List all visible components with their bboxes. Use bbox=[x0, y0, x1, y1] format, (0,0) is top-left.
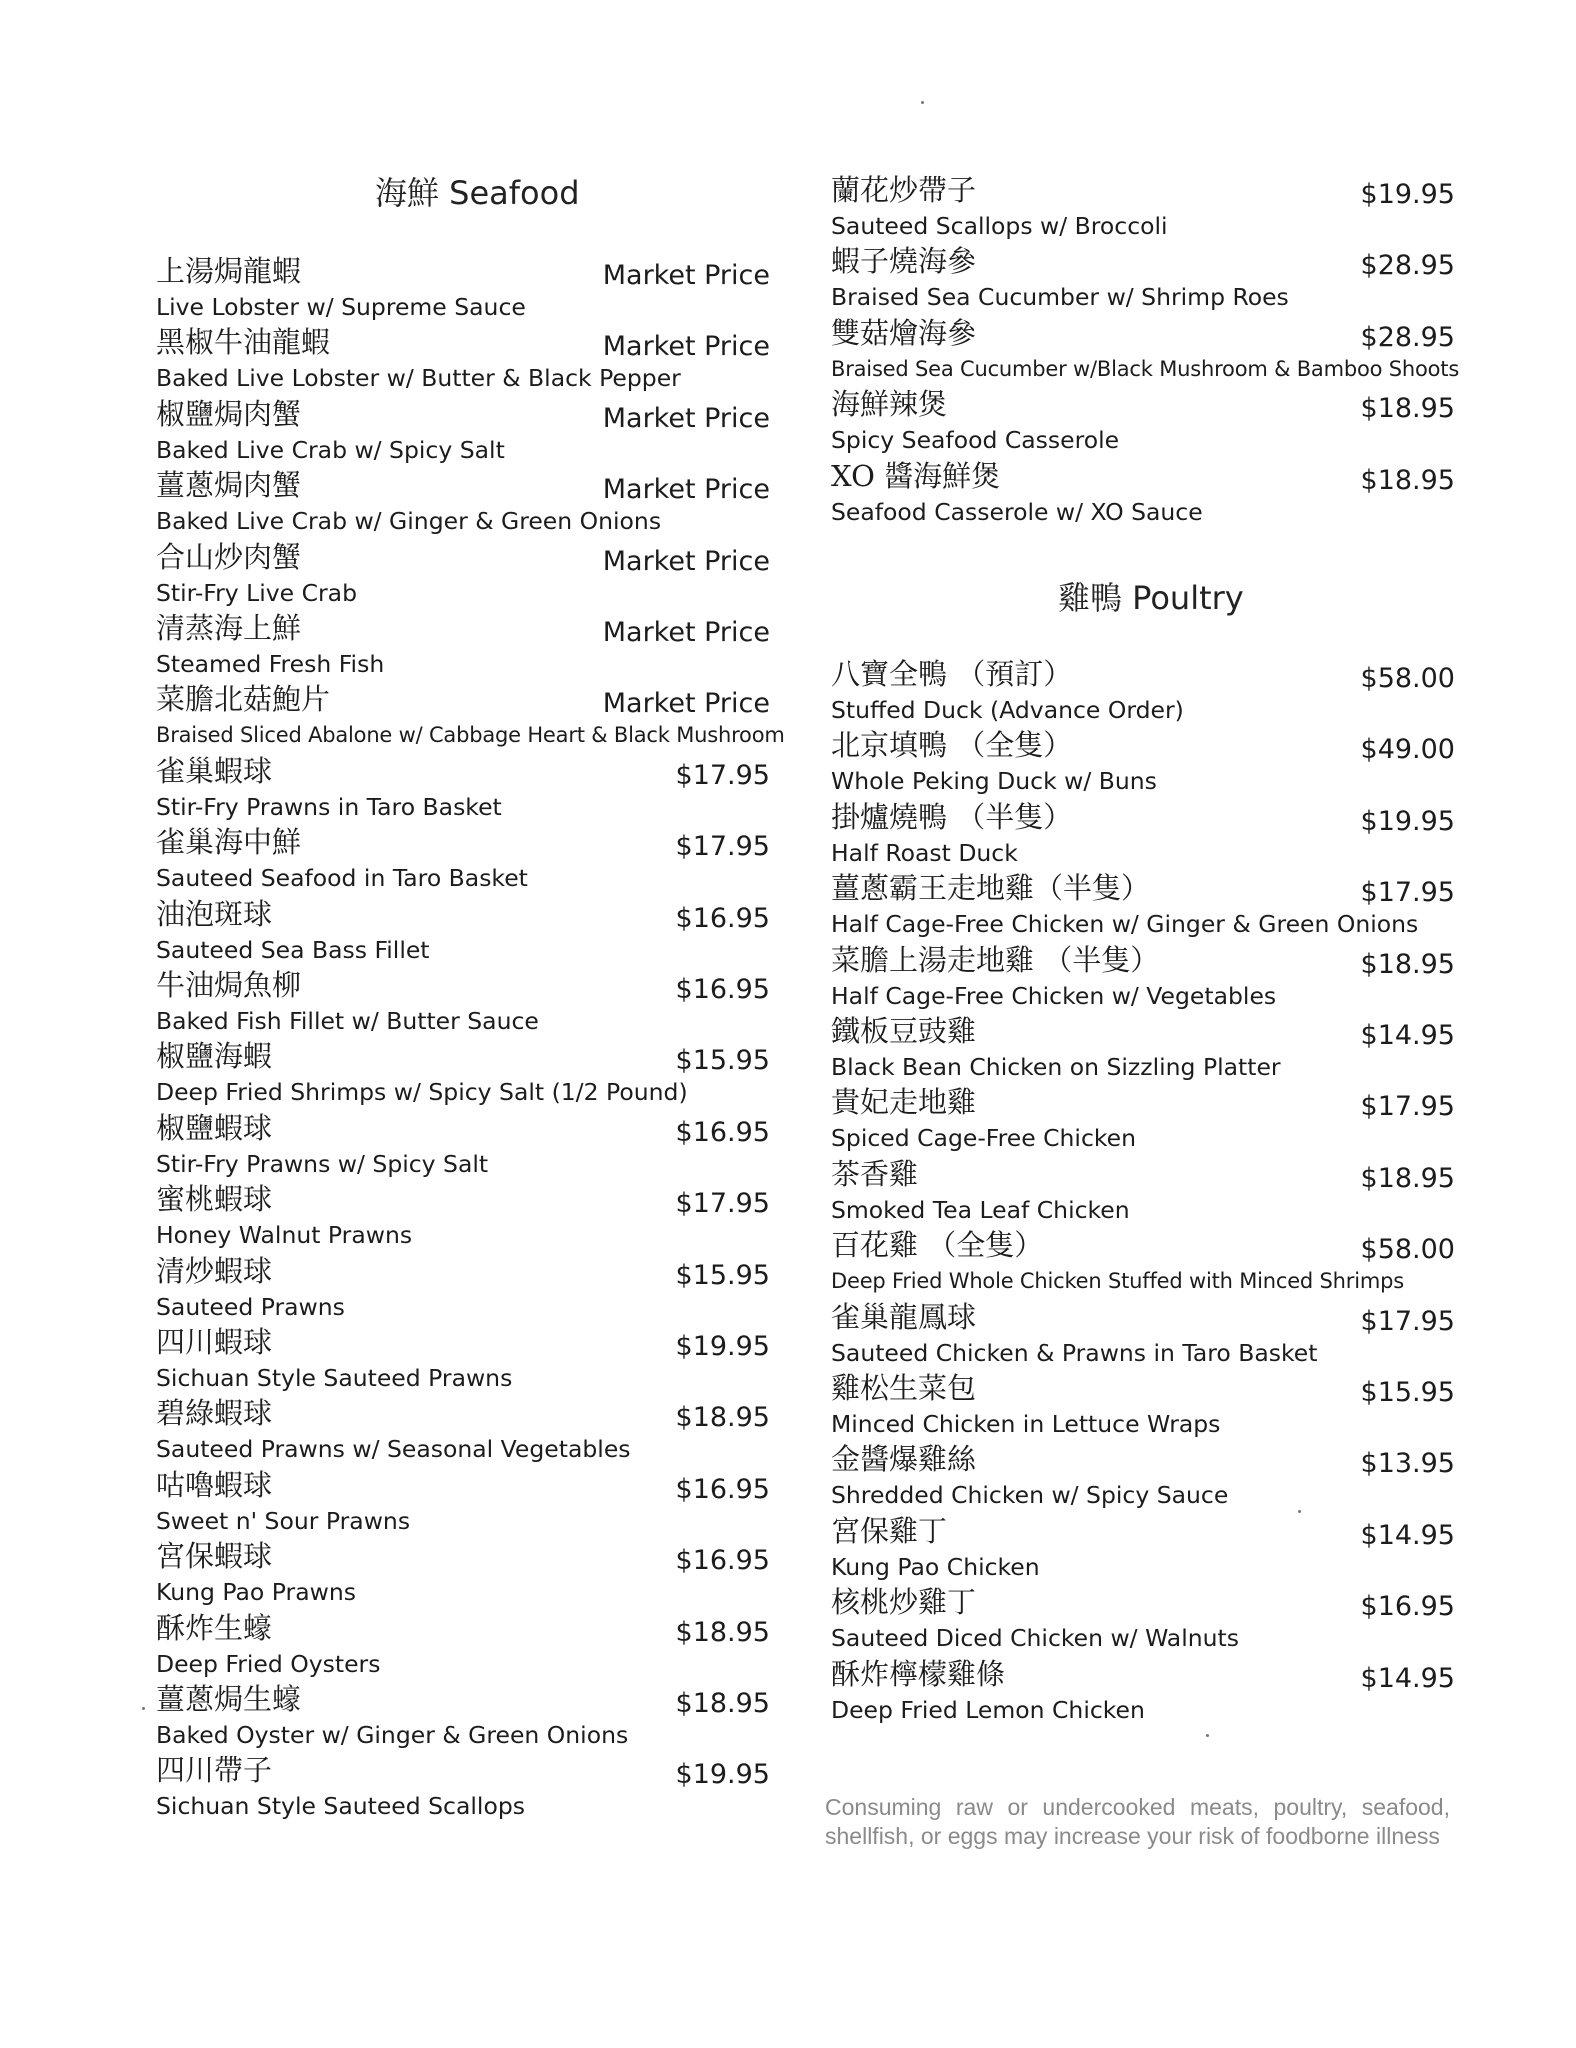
menu-item-price: $19.95 bbox=[675, 1331, 770, 1362]
menu-item-english-name: Steamed Fresh Fish bbox=[156, 650, 385, 678]
menu-item-price: $19.95 bbox=[1360, 805, 1455, 837]
menu-item-price: $58.00 bbox=[1360, 1234, 1455, 1266]
menu-item-chinese-name: XO 醬海鮮煲 bbox=[831, 458, 1001, 493]
menu-item-price: Market Price bbox=[602, 617, 770, 648]
menu-item-price: Market Price bbox=[602, 260, 770, 291]
menu-item-price: $17.95 bbox=[675, 759, 770, 791]
menu-item bbox=[825, 727, 1455, 799]
menu-item-english-name: Sauteed Seafood in Taro Basket bbox=[156, 864, 528, 893]
menu-item-price: $16.95 bbox=[675, 1473, 770, 1505]
menu-item bbox=[150, 1752, 770, 1824]
menu-item-chinese-name: 菜膽北菇鮑片 bbox=[156, 682, 331, 717]
menu-item bbox=[150, 1681, 770, 1753]
menu-item-price: $14.95 bbox=[1360, 1020, 1455, 1051]
menu-item-chinese-name: 椒鹽蝦球 bbox=[156, 1110, 273, 1145]
menu-item-chinese-name: 八寶全鴨 （預訂） bbox=[831, 657, 1073, 691]
menu-item bbox=[825, 1656, 1455, 1728]
menu-item bbox=[825, 1013, 1455, 1085]
menu-item-price: $17.95 bbox=[675, 831, 770, 863]
menu-item-chinese-name: 油泡斑球 bbox=[156, 896, 273, 931]
menu-item-english-name: Kung Pao Prawns bbox=[156, 1578, 356, 1607]
menu-item-chinese-name: 蜜桃蝦球 bbox=[156, 1182, 273, 1217]
menu-item-english-name: Deep Fried Whole Chicken Stuffed with Minced Shrimps bbox=[831, 1269, 1404, 1294]
menu-item bbox=[150, 324, 770, 396]
menu-item-price: $49.00 bbox=[1360, 734, 1455, 766]
menu-item bbox=[150, 896, 770, 968]
menu-item-chinese-name: 椒鹽海蝦 bbox=[156, 1039, 273, 1074]
menu-item-price: Market Price bbox=[602, 688, 770, 720]
menu-item-price: $18.95 bbox=[675, 1616, 770, 1648]
menu-item-chinese-name: 菜膽上湯走地雞 （半隻） bbox=[831, 942, 1160, 977]
menu-item-price: $16.95 bbox=[675, 1116, 770, 1148]
menu-item-price: $15.95 bbox=[675, 1045, 770, 1077]
menu-item-chinese-name: 雀巢龍鳳球 bbox=[831, 1299, 977, 1334]
menu-item-english-name: Sauteed Chicken & Prawns in Taro Basket bbox=[831, 1338, 1318, 1367]
menu-item bbox=[825, 1156, 1455, 1228]
menu-item-chinese-name: 宮保蝦球 bbox=[156, 1539, 273, 1574]
menu-item-english-name: Braised Sea Cucumber w/Black Mushroom & Bamboo Shoots bbox=[831, 356, 1460, 381]
menu-item-english-name: Stuffed Duck (Advance Order) bbox=[831, 696, 1184, 724]
menu-item-english-name: Baked Live Lobster w/ Butter & Black Pepper bbox=[156, 364, 681, 393]
menu-item-chinese-name: 茶香雞 bbox=[831, 1156, 919, 1191]
menu-item-english-name: Baked Live Crab w/ Spicy Salt bbox=[156, 435, 505, 464]
menu-item-price: $16.95 bbox=[1360, 1591, 1455, 1623]
menu-item-english-name: Smoked Tea Leaf Chicken bbox=[831, 1195, 1130, 1224]
menu-item bbox=[825, 386, 1455, 458]
menu-item-price: $17.95 bbox=[675, 1188, 770, 1220]
menu-item-english-name: Honey Walnut Prawns bbox=[156, 1221, 413, 1250]
menu-item bbox=[825, 656, 1455, 728]
menu-item bbox=[825, 799, 1455, 871]
menu-item bbox=[150, 1181, 770, 1253]
menu-item bbox=[825, 458, 1455, 530]
menu-item bbox=[150, 1324, 770, 1396]
menu-item-english-name: Braised Sea Cucumber w/ Shrimp Roes bbox=[831, 283, 1289, 312]
menu-item bbox=[150, 1610, 770, 1682]
menu-item-chinese-name: 椒鹽焗肉蟹 bbox=[156, 396, 302, 431]
menu-item-price: Market Price bbox=[602, 331, 770, 363]
menu-item-chinese-name: 雀巢海中鮮 bbox=[156, 825, 302, 860]
menu-item-chinese-name: 四川蝦球 bbox=[156, 1325, 273, 1359]
menu-item-chinese-name: 四川帶子 bbox=[156, 1753, 273, 1788]
menu-item-price: $14.95 bbox=[1360, 1662, 1455, 1694]
menu-item-chinese-name: 掛爐燒鴨 （半隻） bbox=[831, 799, 1073, 834]
menu-item-chinese-name: 碧綠蝦球 bbox=[156, 1396, 273, 1431]
menu-item-chinese-name: 薑蔥焗生蠔 bbox=[156, 1682, 302, 1716]
menu-item-price: $17.95 bbox=[1360, 1305, 1455, 1337]
menu-item bbox=[150, 1395, 770, 1467]
menu-item-english-name: Stir-Fry Prawns in Taro Basket bbox=[156, 792, 502, 821]
menu-item-english-name: Half Cage-Free Chicken w/ Ginger & Green Onions bbox=[831, 910, 1419, 939]
menu-item-chinese-name: 金醬爆雞絲 bbox=[831, 1442, 977, 1477]
menu-item-price: $28.95 bbox=[1360, 321, 1455, 353]
menu-item bbox=[825, 1513, 1455, 1585]
menu-item-price: $18.95 bbox=[1360, 1162, 1455, 1194]
menu-item-chinese-name: 貴妃走地雞 bbox=[831, 1085, 977, 1120]
menu-item-price: Market Price bbox=[602, 545, 770, 577]
menu-item-chinese-name: 雙菇燴海參 bbox=[831, 315, 977, 350]
menu-item-price: $18.95 bbox=[675, 1402, 770, 1434]
menu-item-english-name: Half Roast Duck bbox=[831, 838, 1018, 867]
menu-item bbox=[825, 942, 1455, 1014]
menu-item bbox=[150, 539, 770, 611]
menu-item-english-name: Spiced Cage-Free Chicken bbox=[831, 1124, 1137, 1153]
menu-item bbox=[150, 753, 770, 825]
menu-item-chinese-name: 蘭花炒帶子 bbox=[831, 173, 977, 207]
menu-item-english-name: Deep Fried Shrimps w/ Spicy Salt (1/2 Pound) bbox=[156, 1078, 688, 1107]
menu-item bbox=[825, 870, 1455, 942]
menu-item bbox=[825, 172, 1455, 244]
section-title-poultry: 雞鴨 Poultry bbox=[1058, 579, 1244, 617]
menu-item bbox=[150, 1110, 770, 1182]
menu-item bbox=[150, 253, 770, 325]
menu-item-english-name: Whole Peking Duck w/ Buns bbox=[831, 767, 1157, 796]
menu-item-chinese-name: 海鮮辣煲 bbox=[831, 387, 948, 422]
menu-item-chinese-name: 合山炒肉蟹 bbox=[156, 539, 302, 574]
menu-item-chinese-name: 清炒蝦球 bbox=[156, 1253, 273, 1288]
menu-item bbox=[150, 1467, 770, 1539]
menu-item-chinese-name: 蝦子燒海參 bbox=[831, 244, 977, 279]
menu-item bbox=[825, 243, 1455, 315]
menu-item-price: $28.95 bbox=[1360, 250, 1455, 282]
menu-item-price: $15.95 bbox=[675, 1259, 770, 1291]
menu-item-chinese-name: 薑蔥焗肉蟹 bbox=[156, 468, 302, 503]
menu-item-english-name: Sichuan Style Sauteed Scallops bbox=[156, 1792, 525, 1821]
menu-item-chinese-name: 核桃炒雞丁 bbox=[831, 1585, 977, 1620]
menu-item bbox=[150, 967, 770, 1039]
menu-item-english-name: Sauteed Diced Chicken w/ Walnuts bbox=[831, 1624, 1239, 1653]
menu-item-chinese-name: 雀巢蝦球 bbox=[156, 753, 273, 788]
menu-item-chinese-name: 牛油焗魚柳 bbox=[156, 968, 302, 1002]
menu-item bbox=[150, 1253, 770, 1325]
menu-item-english-name: Spicy Seafood Casserole bbox=[831, 426, 1120, 455]
menu-item-english-name: Baked Fish Fillet w/ Butter Sauce bbox=[156, 1007, 539, 1035]
menu-item-chinese-name: 黑椒牛油龍蝦 bbox=[156, 325, 331, 360]
menu-item-english-name: Minced Chicken in Lettuce Wraps bbox=[831, 1410, 1221, 1438]
menu-item bbox=[825, 1227, 1455, 1299]
menu-item-price: $16.95 bbox=[675, 974, 770, 1005]
scan-speck bbox=[921, 101, 924, 104]
menu-item bbox=[825, 1299, 1455, 1371]
menu-item-chinese-name: 薑蔥霸王走地雞（半隻） bbox=[831, 871, 1151, 906]
menu-item-price: $13.95 bbox=[1360, 1448, 1455, 1480]
scan-speck bbox=[1206, 1734, 1209, 1737]
menu-item-price: $14.95 bbox=[1360, 1519, 1455, 1551]
menu-item-price: $18.95 bbox=[1360, 393, 1455, 425]
menu-item-english-name: Sweet n' Sour Prawns bbox=[156, 1506, 411, 1535]
menu-item-english-name: Stir-Fry Live Crab bbox=[156, 578, 357, 607]
menu-item-english-name: Half Cage-Free Chicken w/ Vegetables bbox=[831, 981, 1277, 1010]
menu-item bbox=[150, 610, 770, 682]
menu-item bbox=[825, 1370, 1455, 1442]
menu-item-chinese-name: 酥炸檸檬雞條 bbox=[831, 1656, 1006, 1691]
menu-item-english-name: Sauteed Scallops w/ Broccoli bbox=[831, 212, 1168, 240]
menu-item-english-name: Sauteed Sea Bass Fillet bbox=[156, 935, 430, 964]
menu-item bbox=[825, 1584, 1455, 1656]
menu-item bbox=[150, 681, 785, 753]
menu-item-english-name: Seafood Casserole w/ XO Sauce bbox=[831, 497, 1203, 526]
menu-item-price: $17.95 bbox=[1360, 877, 1455, 909]
menu-item-price: $18.95 bbox=[675, 1688, 770, 1719]
menu-item bbox=[150, 467, 770, 539]
menu-item bbox=[825, 1441, 1455, 1513]
menu-item-chinese-name: 鐵板豆豉雞 bbox=[831, 1014, 977, 1048]
menu-item-chinese-name: 宮保雞丁 bbox=[831, 1513, 948, 1548]
menu-item-price: $19.95 bbox=[1360, 179, 1455, 210]
menu-item-english-name: Deep Fried Oysters bbox=[156, 1649, 381, 1678]
menu-item-english-name: Kung Pao Chicken bbox=[831, 1552, 1040, 1581]
menu-item-english-name: Live Lobster w/ Supreme Sauce bbox=[156, 293, 526, 321]
menu-item-price: Market Price bbox=[602, 474, 770, 506]
menu-item-chinese-name: 北京填鴨 （全隻） bbox=[831, 728, 1073, 763]
menu-item-price: $18.95 bbox=[1360, 464, 1455, 496]
menu-item-price: Market Price bbox=[602, 402, 770, 434]
menu-item bbox=[150, 824, 770, 896]
menu-item-chinese-name: 雞松生菜包 bbox=[831, 1371, 977, 1405]
menu-item-chinese-name: 上湯焗龍蝦 bbox=[156, 254, 302, 288]
menu-item-english-name: Baked Live Crab w/ Ginger & Green Onions bbox=[156, 507, 662, 536]
menu-item-english-name: Sauteed Prawns bbox=[156, 1292, 345, 1321]
menu-item-price: $15.95 bbox=[1360, 1377, 1455, 1408]
menu-item bbox=[150, 1038, 770, 1110]
menu-item-english-name: Sichuan Style Sauteed Prawns bbox=[156, 1364, 513, 1392]
menu-item-english-name: Deep Fried Lemon Chicken bbox=[831, 1695, 1145, 1724]
menu-item bbox=[150, 396, 770, 468]
menu-item bbox=[825, 315, 1460, 387]
menu-item-price: $18.95 bbox=[1360, 948, 1455, 980]
menu-item-chinese-name: 酥炸生蠔 bbox=[156, 1610, 273, 1645]
menu-item-price: $17.95 bbox=[1360, 1091, 1455, 1123]
menu-item-english-name: Stir-Fry Prawns w/ Spicy Salt bbox=[156, 1149, 489, 1178]
menu-item-chinese-name: 百花雞 （全隻） bbox=[831, 1228, 1044, 1263]
menu-item-english-name: Sauteed Prawns w/ Seasonal Vegetables bbox=[156, 1435, 631, 1464]
menu-item bbox=[825, 1084, 1455, 1156]
menu-item-price: $16.95 bbox=[675, 1545, 770, 1577]
menu-item-english-name: Black Bean Chicken on Sizzling Platter bbox=[831, 1053, 1281, 1081]
menu-item-english-name: Braised Sliced Abalone w/ Cabbage Heart & Black Mushroom bbox=[156, 723, 785, 748]
menu-item-english-name: Baked Oyster w/ Ginger & Green Onions bbox=[156, 1721, 629, 1749]
scan-speck bbox=[1298, 1510, 1301, 1513]
menu-item-price: $16.95 bbox=[675, 902, 770, 934]
menu-item-price: $58.00 bbox=[1360, 663, 1455, 694]
menu-item bbox=[150, 1538, 770, 1610]
menu-item-price: $19.95 bbox=[675, 1759, 770, 1791]
menu-item-english-name: Shredded Chicken w/ Spicy Sauce bbox=[831, 1481, 1229, 1510]
section-title-seafood: 海鮮 Seafood bbox=[375, 174, 580, 212]
scan-speck bbox=[142, 1707, 145, 1710]
food-safety-disclaimer: Consuming raw or undercooked meats, poultry, seafood, shellfish, or eggs may increase your risk of foodborne illness bbox=[825, 1794, 1450, 1849]
menu-item-chinese-name: 清蒸海上鮮 bbox=[156, 611, 302, 645]
menu-item-chinese-name: 咕嚕蝦球 bbox=[156, 1467, 273, 1502]
